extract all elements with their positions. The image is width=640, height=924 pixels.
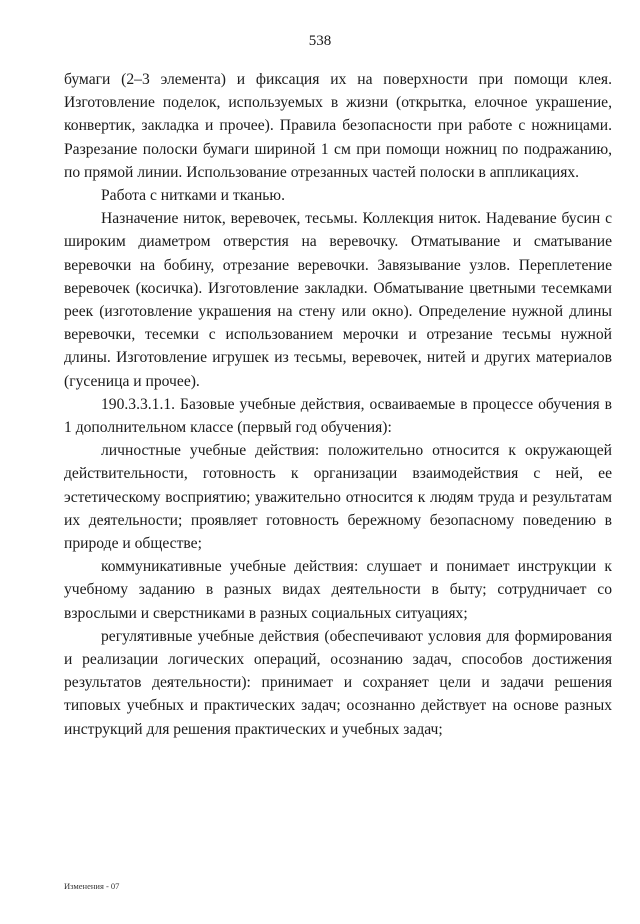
paragraph-threads-work: Назначение ниток, веревочек, тесьмы. Коллекция ниток. Надевание бусин с широким диаметром отверстия на веревочку. Отматывание и сматывание веревочки на бобину, отрезание веревочки. Завязывание узлов. Переплетение веревочек (косичка). Изготовление закладки. Обматывание цветными тесемками реек (изготовление украшения на стену или окно). Определение нужной длины веревочки, тесемки с использованием мерочки и отрезание тесьмы нужной длины. Изготовление игрушек из тесьмы, веревочек, нитей и других материалов (гусеница и прочее).	[64, 210, 612, 390]
paragraph-personal-actions: личностные учебные действия: положительно относится к окружающей действительности, готовность к организации взаимодействия с ней, ее эстетическому восприятию; уважительно относится к людям труда и результатам их деятельности; проявляет готовность бережному безопасному поведению в природе и обществе;	[64, 442, 612, 553]
section-heading-threads-fabric: Работа с нитками и тканью.	[101, 187, 285, 205]
page-number: 538	[308, 33, 332, 49]
paragraph-regulatory-actions: регулятивные учебные действия (обеспечивают условия для формирования и реализации логических операций, осознанию задач, способов достижения результатов деятельности): принимает и сохраняет цели и задачи решения типовых учебных и практических задач; осознанно действует на основе разных инструкций для решения практических и учебных задач;	[64, 627, 612, 738]
paragraph-paper-crafts: бумаги (2–3 элемента) и фиксация их на поверхности при помощи клея. Изготовление поделок, используемых в жизни (открытка, елочное украшение, конвертик, закладка и прочее). Правила безопасности при работе с ножницами. Разрезание полоски бумаги шириной 1 см при помощи ножниц по подражанию, по прямой линии. Использование отрезанных частей полоски в аппликациях.	[64, 71, 612, 181]
document-body	[64, 68, 612, 741]
footer-revision-note: Изменения - 07	[64, 881, 120, 891]
paragraph-communicative-actions: коммуникативные учебные действия: слушает и понимает инструкции к учебному заданию в разных видах деятельности в быту; сотрудничает со взрослыми и сверстниками в разных социальных ситуациях;	[64, 558, 612, 622]
paragraph-basic-learning-actions: 190.3.3.1.1. Базовые учебные действия, осваиваемые в процессе обучения в 1 дополнительном классе (первый год обучения):	[64, 395, 612, 437]
